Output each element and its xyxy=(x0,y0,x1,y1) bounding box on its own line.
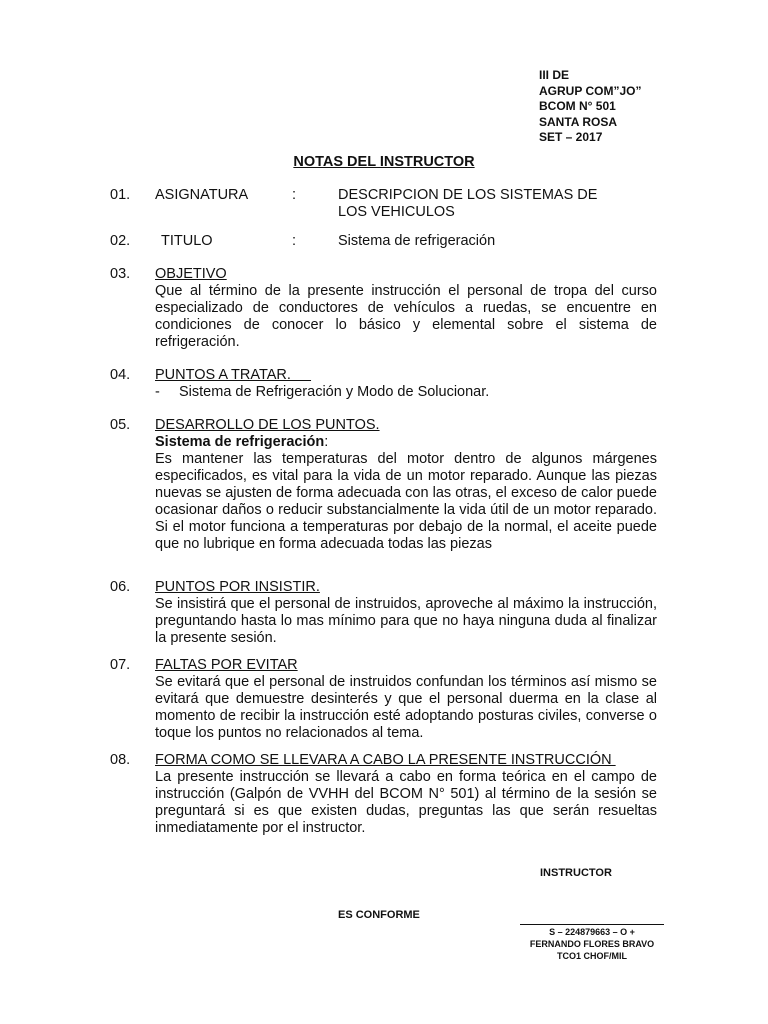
signer-name: FERNANDO FLORES BRAVO xyxy=(529,939,655,949)
subheading-text: Sistema de refrigeración xyxy=(155,434,325,450)
field-label-titulo: TITULO xyxy=(161,233,213,249)
field-value-asignatura xyxy=(338,187,638,221)
section-heading-objetivo: OBJETIVO xyxy=(155,266,227,282)
section-number: 05. xyxy=(110,417,131,433)
field-colon: : xyxy=(292,187,297,203)
instructor-label: INSTRUCTOR xyxy=(540,867,612,879)
section-number: 04. xyxy=(110,367,131,383)
field-number: 01. xyxy=(110,187,131,203)
section-heading-puntos-a-tratar: PUNTOS A TRATAR. xyxy=(155,367,312,383)
subheading-sistema xyxy=(155,434,328,450)
header-line: BCOM N° 501 xyxy=(539,99,616,113)
bullet-dash: - xyxy=(155,384,160,400)
field-value-titulo: Sistema de refrigeración xyxy=(338,233,496,249)
section-body-faltas: Se evitará que el personal de instruidos confundan los términos así mismo se evitará que demuestre desinterés y que el personal duerma en la clase al momento de recibir la instrucción esté adoptando posturas civiles, converse o toque los puntos no relacionados al tema. xyxy=(155,674,657,741)
signer-id: S – 224879663 – O + xyxy=(549,927,635,937)
value-line: DESCRIPCION DE LOS SISTEMAS DE xyxy=(338,187,598,203)
unit-header xyxy=(539,68,641,146)
document-title: NOTAS DEL INSTRUCTOR xyxy=(293,154,475,170)
section-body-forma: La presente instrucción se llevará a cabo en forma teórica en el campo de instrucción (Galpón de VVHH del BCOM N° 501) al término de la sesión se preguntará si es que existen dudas, preguntas las que serán resueltas inmediatamente por el instructor. xyxy=(155,769,657,836)
field-label-asignatura: ASIGNATURA xyxy=(155,187,249,203)
subheading-suffix: : xyxy=(324,434,329,450)
section-heading-desarrollo: DESARROLLO DE LOS PUNTOS. xyxy=(155,417,380,433)
section-number: 07. xyxy=(110,657,131,673)
header-line: SANTA ROSA xyxy=(539,114,617,129)
section-body-desarrollo: Es mantener las temperaturas del motor dentro de algunos márgenes especificados, es vital para la vida de un motor reparado. Aunque las piezas nuevas se ajusten de forma adecuada con las otras, el exceso de calor puede ocasionar daños o reducir substancialmente la vida útil de un motor reparado. Si el motor funciona a temperaturas por debajo de la normal, el aceite puede que no lubrique en forma adecuada todas las piezas xyxy=(155,451,657,552)
field-number: 02. xyxy=(110,233,131,249)
field-colon: : xyxy=(292,233,297,249)
section-number: 03. xyxy=(110,266,131,282)
header-line: III DE xyxy=(539,68,570,82)
signer-block xyxy=(520,926,664,962)
section-body-objetivo: Que al término de la presente instrucción el personal de tropa del curso especializado de conductores de vehículos a ruedas, se encuentre en condiciones de conocer lo básico y elemental sobre el sistema de refrigeración. xyxy=(155,283,657,350)
es-conforme-label: ES CONFORME xyxy=(338,909,420,921)
header-line: SET – 2017 xyxy=(539,130,603,144)
signer-rank: TCO1 CHOF/MIL xyxy=(557,951,627,961)
section-number: 08. xyxy=(110,752,131,768)
section-heading-faltas: FALTAS POR EVITAR xyxy=(155,657,298,673)
signature-line xyxy=(520,924,664,925)
bullet-item xyxy=(155,384,489,400)
bullet-text: Sistema de Refrigeración y Modo de Solucionar. xyxy=(179,384,490,400)
section-body-insistir: Se insistirá que el personal de instruidos, aproveche al máximo la instrucción, preguntando hasta lo mas mínimo para que no haya ninguna duda al finalizar la presente sesión. xyxy=(155,596,657,646)
section-number: 06. xyxy=(110,579,131,595)
section-heading-insistir: PUNTOS POR INSISTIR. xyxy=(155,579,320,595)
header-line: AGRUP COM”JO” xyxy=(539,83,642,98)
value-line: LOS VEHICULOS xyxy=(338,204,455,220)
section-heading-forma: FORMA COMO SE LLEVARA A CABO LA PRESENTE INSTRUCCIÓN xyxy=(155,752,616,768)
